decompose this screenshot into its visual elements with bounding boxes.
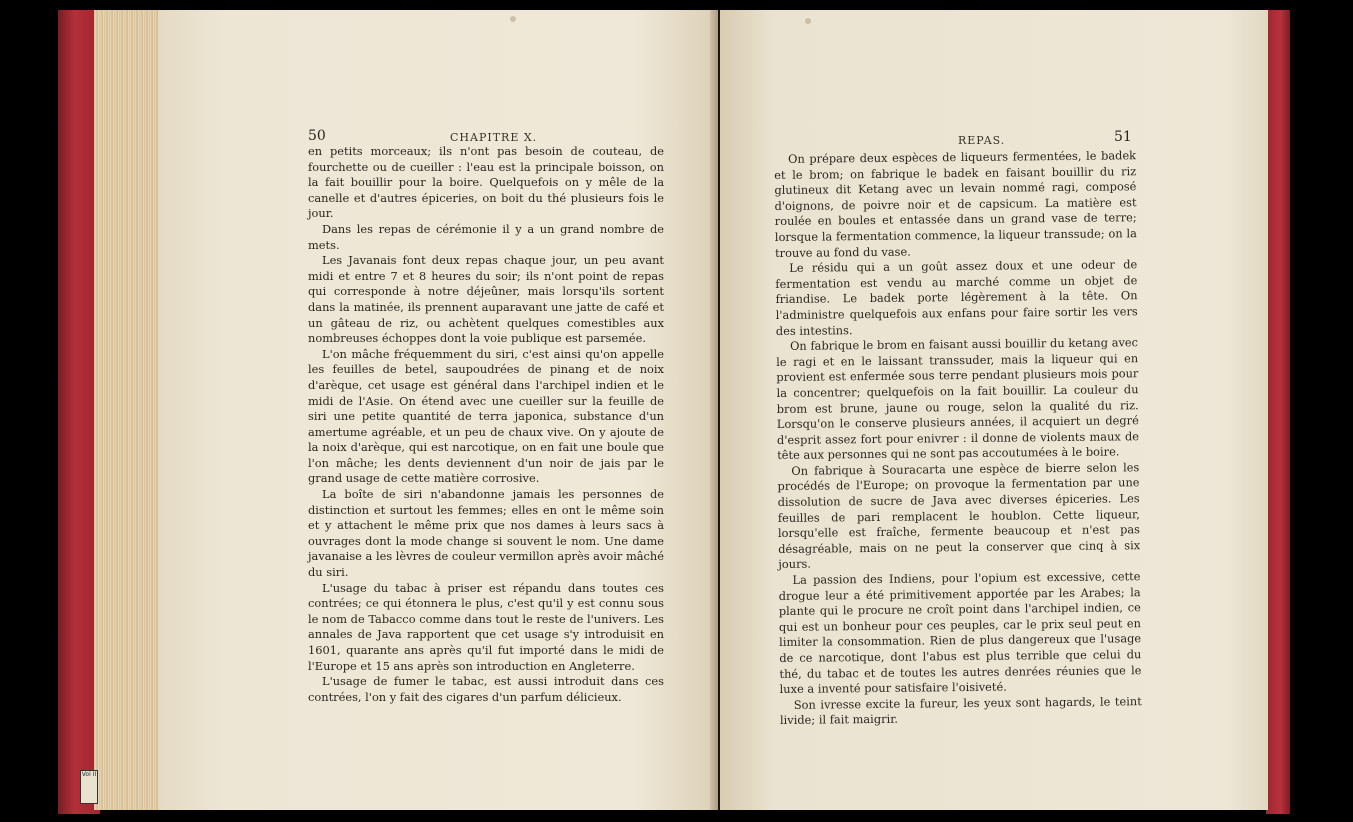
open-book <box>58 10 1290 814</box>
paragraph: en petits morceaux; ils n'ont pas besoin de couteau, de fourchette ou de cueiller : l'eau est la principale boisson, on la fait bouillir pour la boire. Quelquefois on y mêle de la canelle et d'autres épiceries, on boit du thé plusieurs fois le jour. <box>308 144 664 221</box>
paper-spot <box>805 18 811 24</box>
right-page <box>720 10 1268 810</box>
paragraph: L'on mâche fréquemment du siri, c'est ainsi qu'on appelle les feuilles de betel, saupoudrées de pinang et de noix d'arèque, cet usage est général dans l'archipel indien et le midi de l'Asie. On étend avec une cueiller sur la feuille de siri une petite quantité de terra japonica, substance d'un amertume agréable, et un peu de chaux vive. On y ajoute de la noix d'arèque, qui est narcotique, on en fait une boule que l'on mâche; les dents deviennent d'un noir de jais par le grand usage de cette matière corrosive. <box>308 346 664 486</box>
paragraph: On fabrique à Souracarta une espèce de bierre selon les procédés de l'Europe; on provoque la fermentation par une dissolution de sucre de Java avec diverses épiceries. Les feuilles de pari remplacent le houblon. Cette liqueur, lorsqu'elle est fraîche, fermente beaucoup et n'est pas désagréable, mais on ne peut la conserver que cinq à six jours. <box>777 460 1141 572</box>
body-text <box>774 148 1142 729</box>
page-edges <box>94 10 160 810</box>
spine-label: Vol II <box>80 770 98 804</box>
paragraph: On fabrique le brom en faisant aussi bouillir du ketang avec le ragi et en le laissant transsuder, mais la liqueur qui en provient est enfermée sous terre pendant plusieurs mois pour la concentrer; quelquefois on la fait bouillir. La couleur du brom est brune, jaune ou rouge, selon la qualité du riz. Lorsqu'on le conserve plusieurs années, il acquiert un degré d'esprit assez fort pour enivrer : il donne de violents maux de tête aux personnes qui ne sont pas accoutumées à le boire. <box>776 335 1140 463</box>
paragraph: La boîte de siri n'abandonne jamais les personnes de distinction et surtout les femmes; elles en ont le même soin et y attachent le même prix que nos dames à leurs sacs à ouvrages dont la mode change si souvent le nom. Une dame javanaise a les lèvres de couleur vermillon après avoir mâché du siri. <box>308 487 665 580</box>
paragraph: L'usage du tabac à priser est répandu dans toutes ces contrées; ce qui étonnera le plus, c'est qu'il y est connu sous le nom de Tabacco comme dans tout le reste de l'univers. Les annales de Java rapportent que cet usage s'y introduisit en 1601, quarante ans après qu'il fut importé dans le midi de l'Europe et 15 ans après son introduction en Angleterre. <box>308 580 664 673</box>
left-page <box>158 10 718 810</box>
paragraph: Son ivresse excite la fureur, les yeux sont hagards, le teint livide; il fait maigrir. <box>779 693 1142 728</box>
running-head: CHAPITRE X. <box>450 131 538 144</box>
paragraph: On prépare deux espèces de liqueurs fermentées, le badek et le brom; on fabrique le badek en faisant bouillir du riz glutineux dit Ketang avec un levain nommé ragi, composé d'oignons, de poivre noir et de capsicum. La matière est roulée en boules et entassée dans un grand vase de terre; lorsque la fermentation commence, la liqueur transsude; on la trouve au fond du vase. <box>774 148 1137 260</box>
page-number: 50 <box>308 128 326 144</box>
body-text <box>308 144 664 705</box>
paragraph: Le résidu qui a un goût assez doux et une odeur de fermentation est vendu au marché comme un objet de friandise. Le badek porte légèrement à la tête. On l'administre quelquefois aux enfans pour faire sortir les vers des intestins. <box>775 257 1138 338</box>
paper-spot <box>510 16 516 22</box>
running-head: REPAS. <box>958 134 1006 147</box>
paragraph: Dans les repas de cérémonie il y a un grand nombre de mets. <box>308 221 664 252</box>
paragraph: Les Javanais font deux repas chaque jour, un peu avant midi et entre 7 et 8 heures du soir; ils n'ont point de repas qui corresponde à notre déjeûner, mais lorsqu'ils sortent dans la matinée, ils prennent auparavant une jatte de café et un gâteau de riz, ou achètent quelques comestibles aux nombreuses échoppes dont la voie publique est parsemée. <box>308 253 664 346</box>
paragraph: L'usage de fumer le tabac, est aussi introduit dans ces contrées, l'on y fait des cigares d'un parfum délicieux. <box>308 674 664 704</box>
right-cover <box>1266 10 1290 814</box>
page-number: 51 <box>1114 129 1132 145</box>
paragraph: La passion des Indiens, pour l'opium est excessive, cette drogue leur a été primitivement apportée par les Arabes; la plante qui le procure ne croît point dans l'archipel indien, ce qui est un bonheur pour ces peuples, car le prix seul peut en limiter la consommation. Rien de plus dangereux que l'usage de ce narcotique, dont l'abus est plus terrible que celui du thé, du tabac et de toutes les autres denrées réunies que le luxe a inventé pour satisfaire l'oisiveté. <box>778 569 1142 697</box>
